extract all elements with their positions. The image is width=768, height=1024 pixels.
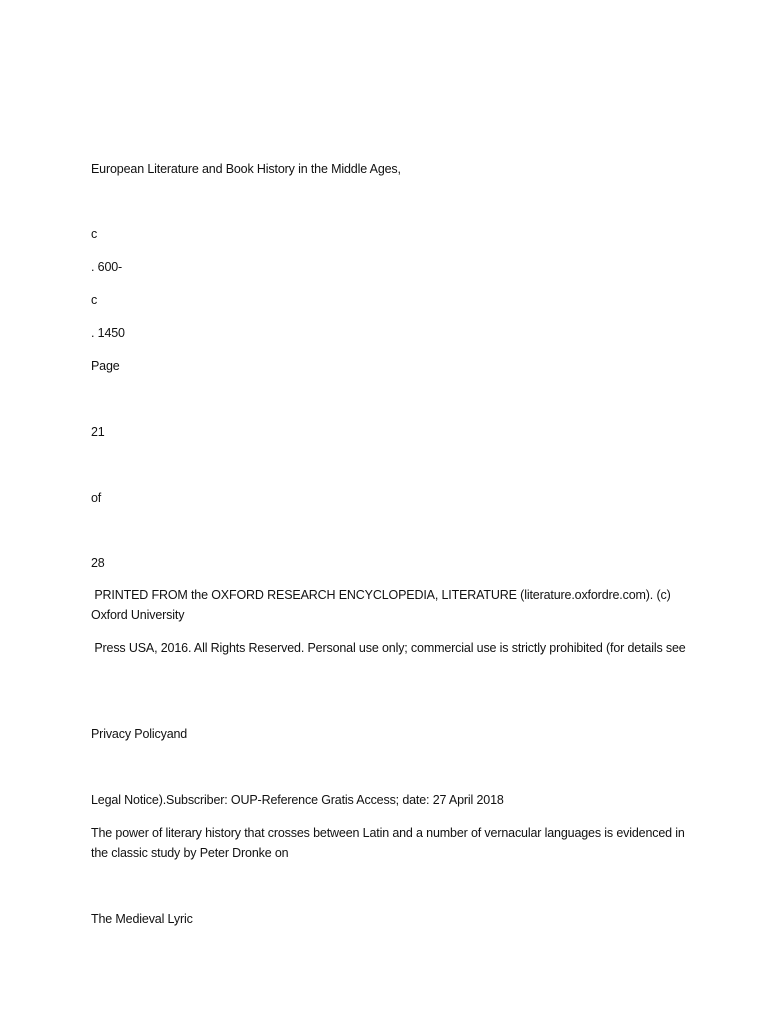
page-label: Page	[91, 359, 120, 373]
page-number: 21	[91, 425, 105, 439]
date-start: . 600-	[91, 260, 123, 274]
document-title-line: European Literature and Book History in the Middle Ages,	[91, 162, 401, 176]
privacy-policy-link[interactable]: Privacy Policyand	[91, 727, 188, 741]
printed-from-notice-1: PRINTED FROM the OXFORD RESEARCH ENCYCLOPEDIA, LITERATURE (literature.oxfordre.com). (c) Oxford University	[91, 588, 674, 622]
book-title: The Medieval Lyric	[91, 912, 193, 926]
of-label: of	[91, 491, 102, 505]
page-total: 28	[91, 556, 105, 570]
printed-from-notice-2: Press USA, 2016. All Rights Reserved. Personal use only; commercial use is strictly prohibited (for details see	[91, 641, 686, 655]
circa-label-1: c	[91, 227, 98, 241]
circa-label-2: c	[91, 293, 98, 307]
date-end: . 1450	[91, 326, 125, 340]
legal-notice-line: Legal Notice).Subscriber: OUP-Reference Gratis Access; date: 27 April 2018	[91, 793, 504, 807]
body-paragraph: The power of literary history that crosses between Latin and a number of vernacular languages is evidenced in the classic study by Peter Dronke on	[91, 826, 685, 860]
